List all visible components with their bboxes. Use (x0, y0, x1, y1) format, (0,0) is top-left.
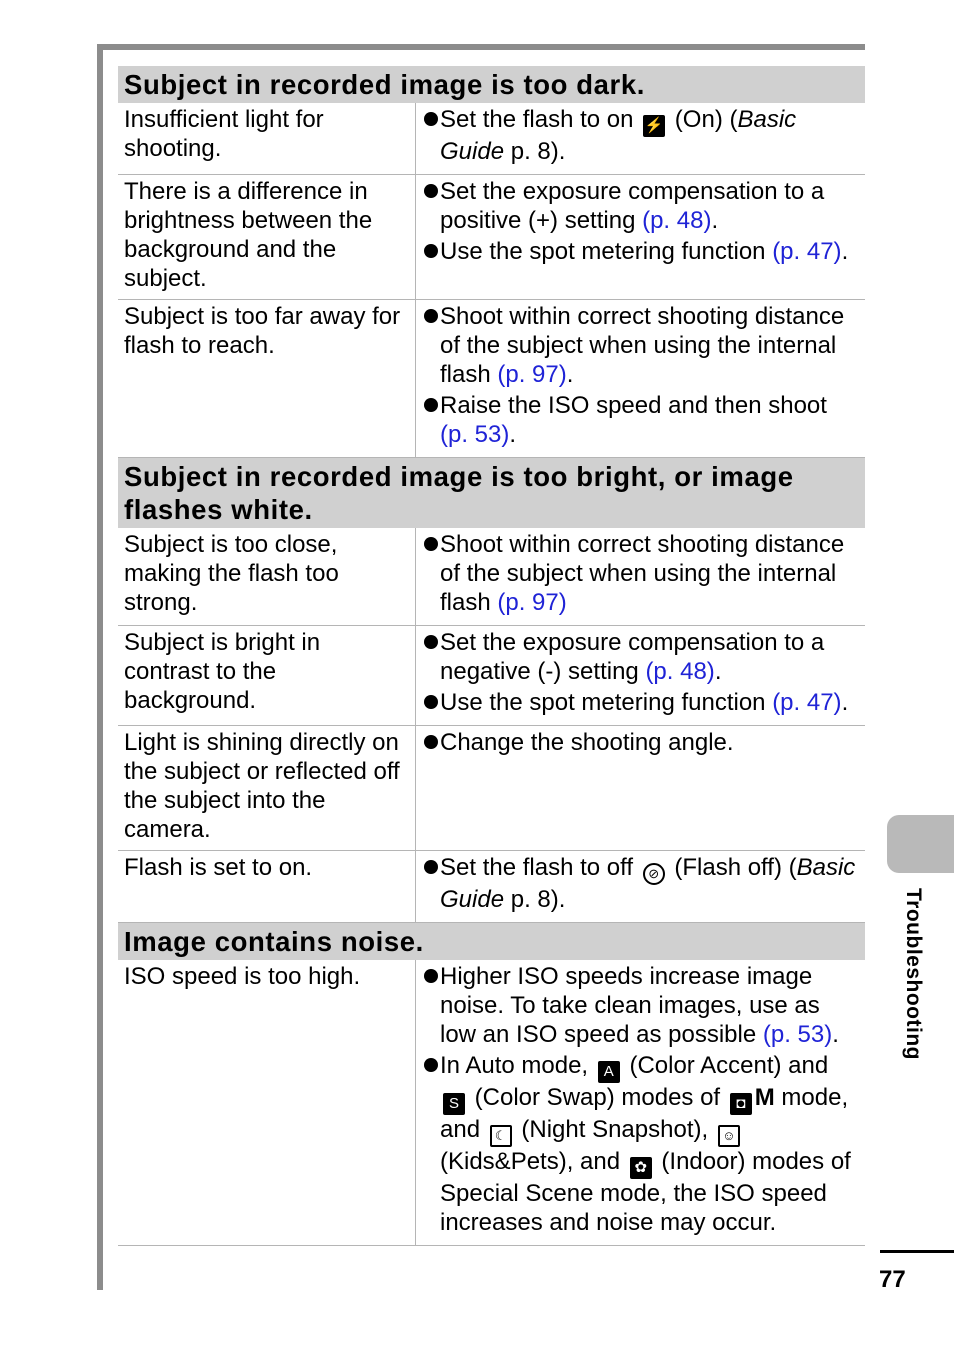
bullet-icon (423, 688, 440, 717)
remedy-text (440, 962, 861, 1049)
remedy-text (440, 728, 861, 757)
page-link[interactable]: (p. 47) (772, 689, 842, 716)
text-segment: . (841, 689, 849, 716)
text-segment: Shoot within correct shooting distance of the subject when using the internal flash (440, 531, 845, 616)
text-segment: (Night Snapshot), (514, 1116, 715, 1143)
page-link[interactable]: (p. 97) (497, 361, 567, 388)
remedy-text (440, 688, 861, 717)
text-segment: . (509, 421, 517, 448)
text-segment: (On) ( (668, 106, 738, 133)
cause-cell: Subject is too far away for flash to reach. (118, 300, 416, 457)
flash-off-icon: ⊘ (643, 863, 665, 885)
table-row (118, 960, 865, 1246)
text-segment: Set the exposure compensation to a positive (+) setting (440, 178, 825, 234)
text-segment: Raise the ISO speed and then shoot (440, 392, 827, 419)
text-segment: (Color Accent) and (622, 1052, 829, 1079)
cause-cell: Subject is bright in contrast to the background. (118, 626, 416, 725)
chapter-tab (887, 815, 954, 873)
remedy-item (423, 962, 861, 1049)
page-link[interactable]: (p. 48) (645, 658, 715, 685)
text-segment: p. 8). (504, 138, 566, 165)
remedy-cell (416, 726, 865, 850)
remedy-item (423, 302, 861, 389)
remedy-item (423, 177, 861, 235)
camera-m-icon: ◘ (730, 1093, 752, 1115)
cause-cell: ISO speed is too high. (118, 960, 416, 1245)
page-link[interactable]: (p. 47) (772, 238, 842, 265)
indoor-icon: ✿ (630, 1157, 652, 1179)
text-segment: Higher ISO speeds increase image noise. To take clean images, use as low an ISO speed as possible (440, 963, 820, 1048)
color-swap-icon: S (443, 1093, 465, 1115)
color-accent-icon: A (598, 1061, 620, 1083)
page-link[interactable]: (p. 53) (440, 421, 510, 448)
remedy-item (423, 853, 861, 914)
bullet-icon (423, 391, 440, 449)
remedy-item (423, 628, 861, 686)
guide-reference: Basic Guide (440, 854, 856, 913)
troubleshooting-table (118, 66, 865, 1246)
page-link[interactable]: (p. 53) (762, 1021, 833, 1048)
bullet-icon (423, 105, 440, 166)
table-row (118, 626, 865, 726)
text-segment: (Indoor) modes of Special Scene mode, the ISO speed increases and noise may occur. (440, 1148, 851, 1236)
bullet-icon (423, 530, 440, 617)
text-segment: Change the shooting angle. (440, 729, 734, 756)
text-segment: In Auto mode, (440, 1052, 595, 1079)
text-segment: Use the spot metering function (440, 238, 773, 265)
remedy-item (423, 237, 861, 266)
bullet-icon (423, 177, 440, 235)
remedy-cell (416, 175, 865, 299)
text-segment: (Color Swap) modes of (468, 1084, 727, 1111)
remedy-cell (416, 300, 865, 457)
page-number: 77 (879, 1266, 906, 1293)
text-segment: p. 8). (504, 886, 566, 913)
cause-cell: Flash is set to on. (118, 851, 416, 922)
page-number-rule (880, 1250, 954, 1253)
remedy-item (423, 391, 861, 449)
remedy-text (440, 1051, 861, 1237)
text-segment: Use the spot metering function (440, 689, 773, 716)
section-header: Subject in recorded image is too dark. (118, 66, 865, 103)
page-link[interactable]: (p. 48) (642, 207, 712, 234)
text-segment: . (714, 658, 722, 685)
table-row (118, 851, 865, 923)
table-row (118, 528, 865, 626)
bullet-icon (423, 237, 440, 266)
page-link[interactable]: (p. 97) (497, 589, 567, 616)
text-segment: . (566, 361, 574, 388)
mode-label: M (754, 1084, 775, 1111)
bullet-icon (423, 628, 440, 686)
section-header: Subject in recorded image is too bright, or image flashes white. (118, 458, 865, 528)
remedy-text (440, 105, 861, 166)
text-segment: (Kids&Pets), and (440, 1148, 627, 1175)
text-segment: mode, and (440, 1084, 849, 1143)
text-segment: . (711, 207, 719, 234)
text-segment: Set the flash to on (440, 106, 641, 133)
guide-reference: Basic Guide (440, 106, 797, 165)
text-segment: Set the flash to off (440, 854, 640, 881)
remedy-cell (416, 626, 865, 725)
remedy-text (440, 391, 861, 449)
bullet-icon (423, 728, 440, 757)
remedy-item (423, 688, 861, 717)
remedy-cell (416, 528, 865, 625)
flash-on-icon: ⚡ (643, 115, 665, 137)
remedy-item (423, 530, 861, 617)
cause-cell: Light is shining directly on the subject or reflected off the subject into the camera. (118, 726, 416, 850)
text-segment: Set the exposure compensation to a negative (-) setting (440, 629, 825, 685)
remedy-item (423, 728, 861, 757)
kids-pets-icon: ☺ (718, 1125, 740, 1147)
chapter-label: Troubleshooting (902, 888, 925, 1060)
text-segment: (Flash off) ( (667, 854, 797, 881)
bullet-icon (423, 853, 440, 914)
cause-cell: Insufficient light for shooting. (118, 103, 416, 174)
remedy-item (423, 1051, 861, 1237)
bullet-icon (423, 302, 440, 389)
remedy-cell (416, 103, 865, 174)
night-snapshot-icon: ☾ (490, 1125, 512, 1147)
text-segment: Shoot within correct shooting distance of the subject when using the internal flash (440, 303, 845, 388)
table-row (118, 300, 865, 458)
remedy-text (440, 237, 861, 266)
bullet-icon (423, 962, 440, 1049)
cause-cell: Subject is too close, making the flash too strong. (118, 528, 416, 625)
page-frame-top (97, 44, 865, 50)
remedy-item (423, 105, 861, 166)
text-segment: . (841, 238, 849, 265)
remedy-text (440, 177, 861, 235)
bullet-icon (423, 1051, 440, 1237)
cause-cell: There is a difference in brightness between the background and the subject. (118, 175, 416, 299)
table-row (118, 726, 865, 851)
remedy-cell (416, 851, 865, 922)
remedy-text (440, 853, 861, 914)
page-frame-left (97, 44, 103, 1290)
text-segment: . (832, 1021, 839, 1048)
remedy-text (440, 530, 861, 617)
remedy-text (440, 628, 861, 686)
remedy-cell (416, 960, 865, 1245)
table-row (118, 103, 865, 175)
section-header: Image contains noise. (118, 923, 865, 960)
remedy-text (440, 302, 861, 389)
table-row (118, 175, 865, 300)
